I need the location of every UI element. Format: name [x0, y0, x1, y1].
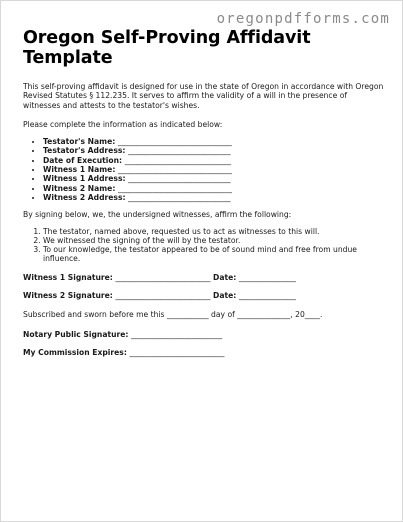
intro-paragraph: This self-proving affidavit is designed for use in the state of Oregon in accordance with Oregon Revised Statutes § 112.235. It serves to affirm the validity of a will in the presence of witnesses and attests to the testator's wishes. [23, 82, 384, 110]
date-label: Date: [213, 291, 237, 301]
field-blank[interactable]: ___________________________ [128, 192, 231, 202]
signature-line[interactable]: _________________________ [115, 272, 211, 282]
signature-label: Witness 1 Signature: [23, 272, 113, 282]
instruction-text: Please complete the information as indicated below: [23, 119, 223, 129]
commission-expires-row [23, 348, 385, 357]
signature-label: Witness 2 Signature: [23, 291, 113, 301]
field-label: Testator's Address: [43, 146, 126, 156]
affirmation-item: 2. We witnessed the signing of the will by the testator. [43, 236, 385, 245]
field-witness1-name [43, 165, 385, 174]
affirmation-intro: By signing below, we, the undersigned witnesses, affirm the following: [23, 210, 292, 220]
date-label: Date: [213, 272, 237, 282]
watermark: oregonpdfforms.com [216, 11, 390, 27]
notary-label: Notary Public Signature: [23, 329, 129, 339]
commission-line[interactable]: _________________________ [129, 347, 225, 357]
document-content [23, 28, 385, 357]
field-testator-name [43, 137, 385, 146]
affirmation-item: 1. The testator, named above, requested us to act as witnesses to this will. [43, 227, 385, 236]
witness1-signature-row [23, 273, 385, 282]
field-blank[interactable]: ___________________________ [128, 174, 231, 184]
field-label: Testator's Name: [43, 137, 116, 147]
field-label: Witness 2 Address: [43, 192, 126, 202]
date-line[interactable]: _______________ [238, 272, 296, 282]
commission-label: My Commission Expires: [23, 347, 127, 357]
affirmation-item: 3. To our knowledge, the testator appeared to be of sound mind and free from undue influence. [43, 245, 385, 264]
date-line[interactable]: _______________ [238, 291, 296, 301]
field-label: Witness 2 Name: [43, 183, 116, 193]
info-fields-list [23, 137, 385, 202]
field-blank[interactable]: ___________________________ [128, 146, 231, 156]
field-testator-address [43, 146, 385, 155]
field-witness2-address [43, 193, 385, 202]
field-label: Witness 1 Name: [43, 165, 116, 175]
notary-signature-row [23, 330, 385, 339]
field-blank[interactable]: ______________________________ [118, 165, 232, 175]
field-witness2-name [43, 184, 385, 193]
affirmations-list [23, 227, 385, 264]
field-blank[interactable]: ______________________________ [118, 183, 232, 193]
document-title: Oregon Self-Proving Affidavit Template [23, 28, 311, 68]
field-date-of-execution [43, 156, 385, 165]
field-label: Witness 1 Address: [43, 174, 126, 184]
field-witness1-address [43, 174, 385, 183]
field-blank[interactable]: ______________________________ [117, 137, 232, 147]
notary-line[interactable]: ________________________ [131, 329, 223, 339]
field-blank[interactable]: ____________________________ [124, 155, 232, 165]
witness2-signature-row [23, 291, 385, 300]
field-label: Date of Execution: [43, 155, 123, 165]
signature-line[interactable]: _________________________ [115, 291, 211, 301]
sworn-statement: Subscribed and sworn before me this ___________ day of ______________, 20____. [23, 310, 323, 320]
